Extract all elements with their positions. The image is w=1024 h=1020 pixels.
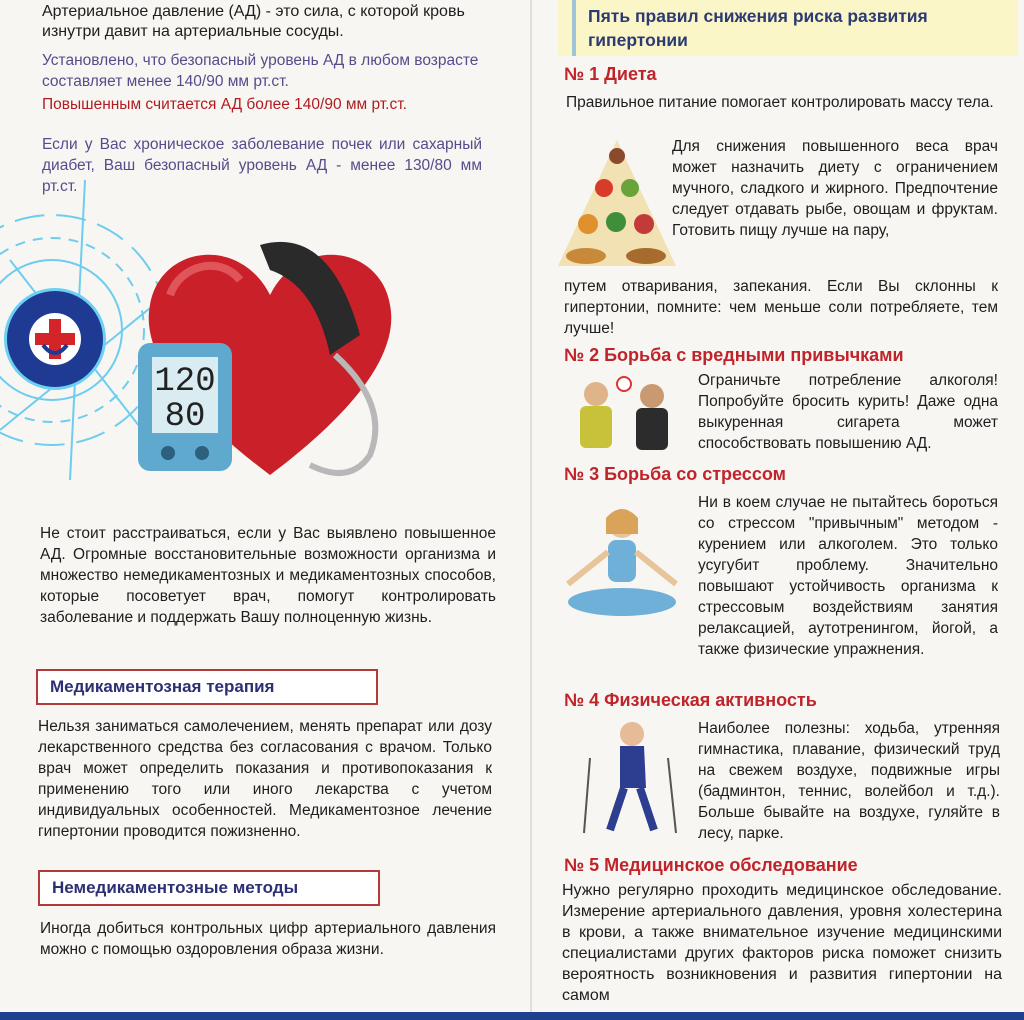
- rule-1-text-b: Для снижения повышенного веса врач может назначить диету с ограничением мучного, сладкого и жирного. Предпочтение следует отдавать рыбе, овощам и фруктам. Готовить пищу лучше на пару,: [672, 138, 998, 239]
- chronic-text: Если у Вас хроническое заболевание почек или сахарный диабет, Ваш безопасный уровень АД - менее 130/80 мм рт.ст.: [42, 136, 482, 195]
- rules-header-title: Пять правил снижения риска развития гипертонии: [588, 6, 928, 50]
- bottom-accent-bar: [0, 1012, 1024, 1020]
- non-drug-methods-heading: Немедикаментозные методы: [38, 870, 380, 906]
- yoga-woman-icon: [558, 504, 688, 624]
- hospital-logo: [4, 288, 106, 390]
- rule-2-title: № 2 Борьба с вредными привычками: [564, 345, 904, 365]
- heart-blood-pressure-illustration: [130, 225, 410, 485]
- drug-therapy-heading: Медикаментозная терапия: [36, 669, 378, 705]
- monitor-systolic: 120: [154, 363, 216, 401]
- rule-1-title: № 1 Диета: [564, 64, 657, 84]
- monitor-diastolic: 80: [164, 398, 206, 436]
- rule-2-text: Ограничьте потребление алкоголя! Попробуйте бросить курить! Даже одна выкуренная сигарета может способствовать повышению АД.: [698, 372, 998, 452]
- rule-5-text: Нужно регулярно проходить медицинское обследование. Измерение артериального давления, уровня холестерина в крови, а также внимательное изучение медицинскими специалистами других факторов риска поможет снизить вероятность возникновения и развития гипертонии на самом: [562, 882, 1002, 1004]
- rule-4-text: Наиболее полезны: ходьба, утренняя гимнастика, плавание, физический труд на свежем воздухе, подвижные игры (бадминтон, теннис, волейбол и т.д.). Больше бывайте на воздухе, гуляйте в лесу, парке.: [698, 720, 1000, 842]
- rule-3-title: № 3 Борьба со стрессом: [564, 464, 786, 484]
- right-column: [540, 0, 1024, 1020]
- safe-level-text: Установлено, что безопасный уровень АД в любом возрасте составляет менее 140/90 мм рт.ст.: [42, 52, 479, 90]
- no-smoking-people-icon: [566, 374, 684, 458]
- encourage-text: Не стоит расстраиваться, если у Вас выявлено повышенное АД. Огромные восстановительные возможности организма и множество немедикаментозных и медикаментозных способов, которые посоветует врач, помогут контролировать заболевание и поддержать Вашу полноценную жизнь.: [40, 525, 496, 626]
- rule-1-text-c: путем отваривания, запекания. Если Вы склонны к гипертонии, помните: чем меньше соли потребляете, тем лучше!: [564, 278, 998, 337]
- rule-5-title: № 5 Медицинское обследование: [564, 855, 858, 875]
- rules-header-box: [558, 0, 1018, 56]
- non-drug-methods-text: Иногда добиться контрольных цифр артериального давления можно с помощью оздоровления образа жизни.: [40, 920, 496, 958]
- drug-therapy-text: Нельзя заниматься самолечением, менять препарат или дозу лекарственного средства без согласования с врачом. Только врач может определить показания и противопоказания к применению того или иного лекарства с учетом индивидуальных особенностей. Медикаментозное лечение гипертонии проводится пожизненно.: [38, 718, 492, 840]
- medical-cross-icon: [29, 313, 81, 365]
- column-divider: [530, 0, 532, 1020]
- rule-4-title: № 4 Физическая активность: [564, 690, 817, 710]
- rule-1-text-a: Правильное питание помогает контролировать массу тела.: [566, 94, 994, 111]
- food-pyramid-icon: [552, 136, 682, 272]
- high-level-text: Повышенным считается АД более 140/90 мм рт.ст.: [42, 96, 407, 113]
- intro-text: Артериальное давление (АД) - это сила, с которой кровь изнутри давит на артериальные сосуды.: [42, 3, 465, 40]
- rule-3-text: Ни в коем случае не пытайтесь бороться со стрессом "привычным" методом - курением или алкоголем. Это только усугубит проблему. Значительно повышают устойчивость организма к стрессовым воздействиям занятия релаксацией, аутотренингом, йогой, а также физические упражнения.: [698, 494, 998, 658]
- nordic-walking-icon: [580, 718, 680, 838]
- header-accent-bar: [572, 0, 576, 56]
